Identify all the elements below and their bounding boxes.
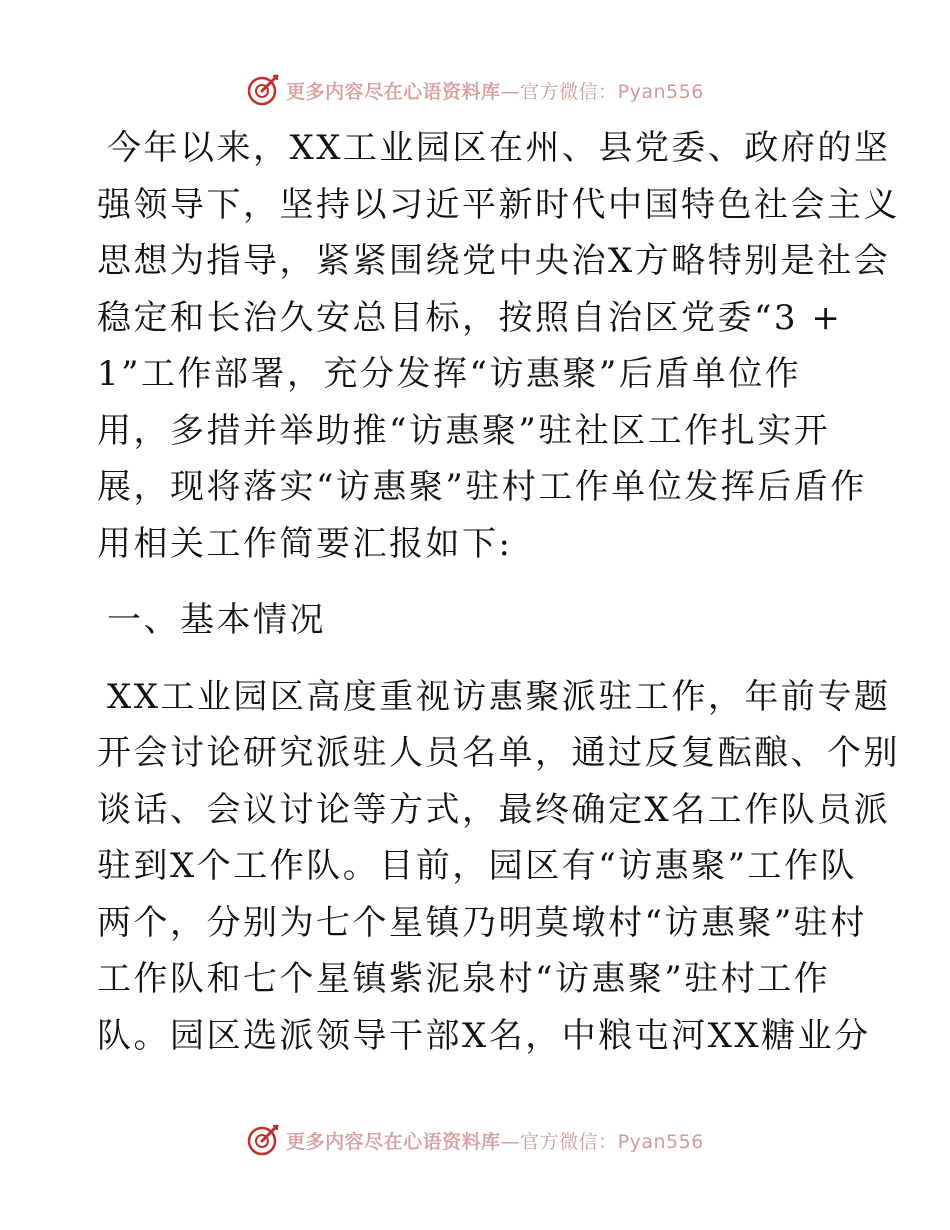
brand-logo-icon bbox=[246, 1123, 280, 1157]
paragraph-line: 今年以来，XX工业园区在州、县党委、政府的坚 bbox=[107, 128, 891, 168]
paragraph-line: 谈话、会议讨论等方式，最终确定X名工作队员派 bbox=[97, 789, 891, 830]
section-heading: 一、基本情况 bbox=[107, 600, 326, 640]
paragraph-line: 开会讨论研究派驻人员名单，通过反复酝酿、个别 bbox=[97, 733, 900, 773]
paragraph-line: 两个，分别为七个星镇乃明莫墩村“访惠聚”驻村 bbox=[97, 902, 867, 943]
paragraph-line: 队。园区选派领导干部X名，中粮屯河XX糖业分 bbox=[97, 1015, 871, 1056]
paragraph-line: 驻到X个工作队。目前，园区有“访惠聚”工作队 bbox=[97, 846, 857, 886]
brand-logo-icon bbox=[246, 73, 280, 107]
paragraph-line: XX工业园区高度重视访惠聚派驻工作，年前专题 bbox=[107, 676, 891, 717]
document-body bbox=[97, 120, 900, 1064]
footer-banner bbox=[0, 1120, 950, 1160]
paragraph-line: 稳定和长治久安总目标，按照自治区党委“3 + bbox=[97, 297, 843, 338]
paragraph-line: 展，现将落实“访惠聚”驻村工作单位发挥后盾作 bbox=[97, 467, 867, 507]
paragraph-line: 强领导下，坚持以习近平新时代中国特色社会主义 bbox=[97, 184, 900, 225]
header-banner bbox=[0, 70, 950, 110]
paragraph-line: 思想为指导，紧紧围绕党中央治X方略特别是社会 bbox=[97, 241, 891, 281]
paragraph-line: 用，多措并举助推“访惠聚”驻社区工作扎实开 bbox=[97, 410, 831, 451]
paragraph-line: 用相关工作简要汇报如下: bbox=[97, 523, 513, 564]
paragraph-line: 1”工作部署，充分发挥“访惠聚”后盾单位作 bbox=[97, 354, 802, 394]
header-banner-text: 更多内容尽在心语资料库—官方微信：Pyan556 bbox=[286, 80, 704, 103]
footer-banner-text: 更多内容尽在心语资料库—官方微信：Pyan556 bbox=[286, 1130, 704, 1153]
paragraph-line: 工作队和七个星镇紫泥泉村“访惠聚”驻村工作 bbox=[97, 959, 831, 999]
